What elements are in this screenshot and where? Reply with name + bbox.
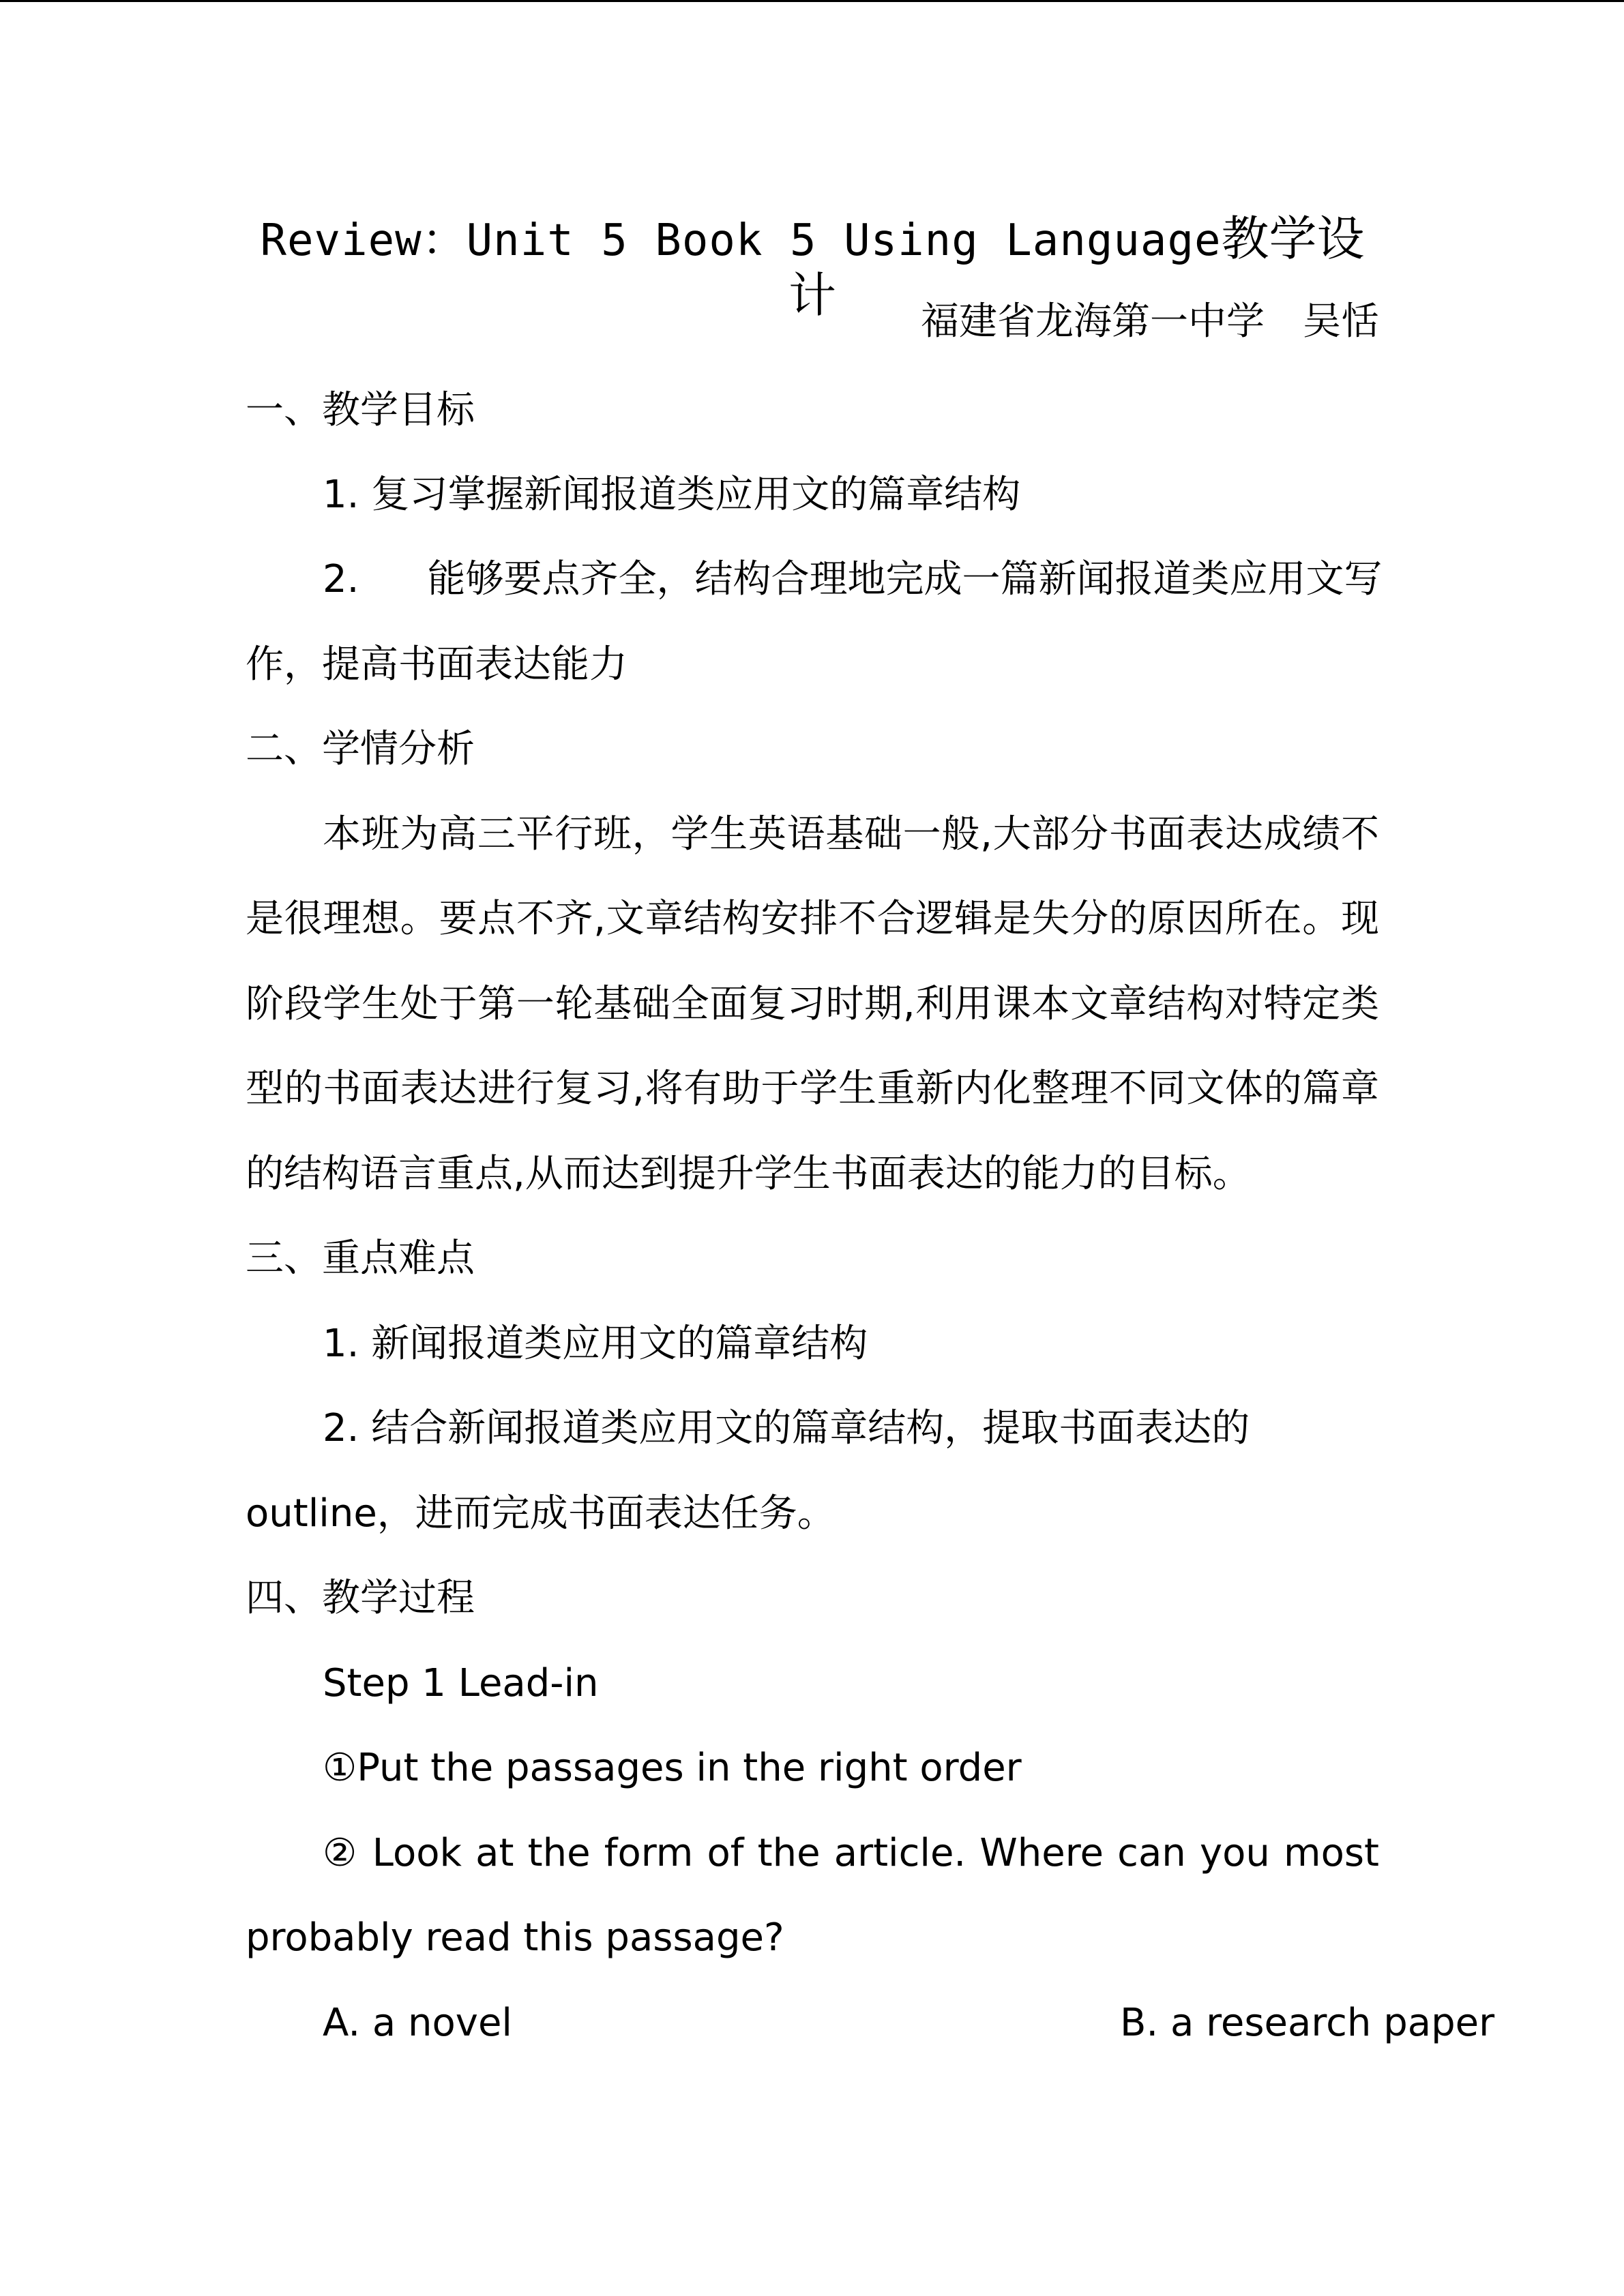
- analysis-line-1: 本班为高三平行班，学生英语基础一般,大部分书面表达成绩不: [323, 812, 1379, 856]
- title-chinese: 教学设计: [788, 211, 1365, 323]
- task-2-line-2: probably read this passage?: [246, 1915, 784, 1960]
- key-point-item-2-line-1: 2. 结合新闻报道类应用文的篇章结构，提取书面表达的: [323, 1406, 1250, 1450]
- section-heading-goals: 一、教学目标: [246, 388, 475, 432]
- analysis-line-3: 阶段学生处于第一轮基础全面复习时期,利用课本文章结构对特定类: [246, 982, 1379, 1026]
- analysis-line-2: 是很理想。要点不齐,文章结构安排不合逻辑是失分的原因所在。现: [246, 897, 1379, 941]
- option-a: A. a novel: [323, 2001, 512, 2045]
- section-heading-process: 四、教学过程: [246, 1576, 475, 1620]
- document-page: [246, 0, 1495, 2296]
- step-1-heading: Step 1 Lead-in: [323, 1661, 599, 1705]
- goal-item-2-line-1: [323, 555, 1383, 604]
- title-english: Review：Unit 5 Book 5 Using Language: [260, 215, 1222, 266]
- author-line: 福建省龙海第一中学 吴恬: [921, 299, 1379, 344]
- goal-item-2-text: 能够要点齐全，结构合理地完成一篇新闻报道类应用文写: [427, 557, 1383, 601]
- option-b: B. a research paper: [1120, 2001, 1495, 2045]
- key-point-item-1: 1. 新闻报道类应用文的篇章结构: [323, 1322, 868, 1366]
- analysis-line-5: 的结构语言重点,从而达到提升学生书面表达的能力的目标。: [246, 1152, 1251, 1196]
- task-1: ①Put the passages in the right order: [323, 1746, 1022, 1790]
- goal-item-2-number: 2.: [323, 557, 359, 601]
- goal-item-2-line-2: 作，提高书面表达能力: [246, 642, 628, 687]
- analysis-line-4: 型的书面表达进行复习,将有助于学生重新内化整理不同文体的篇章: [246, 1067, 1379, 1111]
- section-heading-key-points: 三、重点难点: [246, 1236, 475, 1281]
- task-2-line-1: ② Look at the form of the article. Where can you most: [323, 1831, 1379, 1875]
- key-point-item-2-line-2: outline，进而完成书面表达任务。: [246, 1491, 836, 1536]
- goal-item-1: 1. 复习掌握新闻报道类应用文的篇章结构: [323, 473, 1021, 517]
- section-heading-analysis: 二、学情分析: [246, 727, 475, 771]
